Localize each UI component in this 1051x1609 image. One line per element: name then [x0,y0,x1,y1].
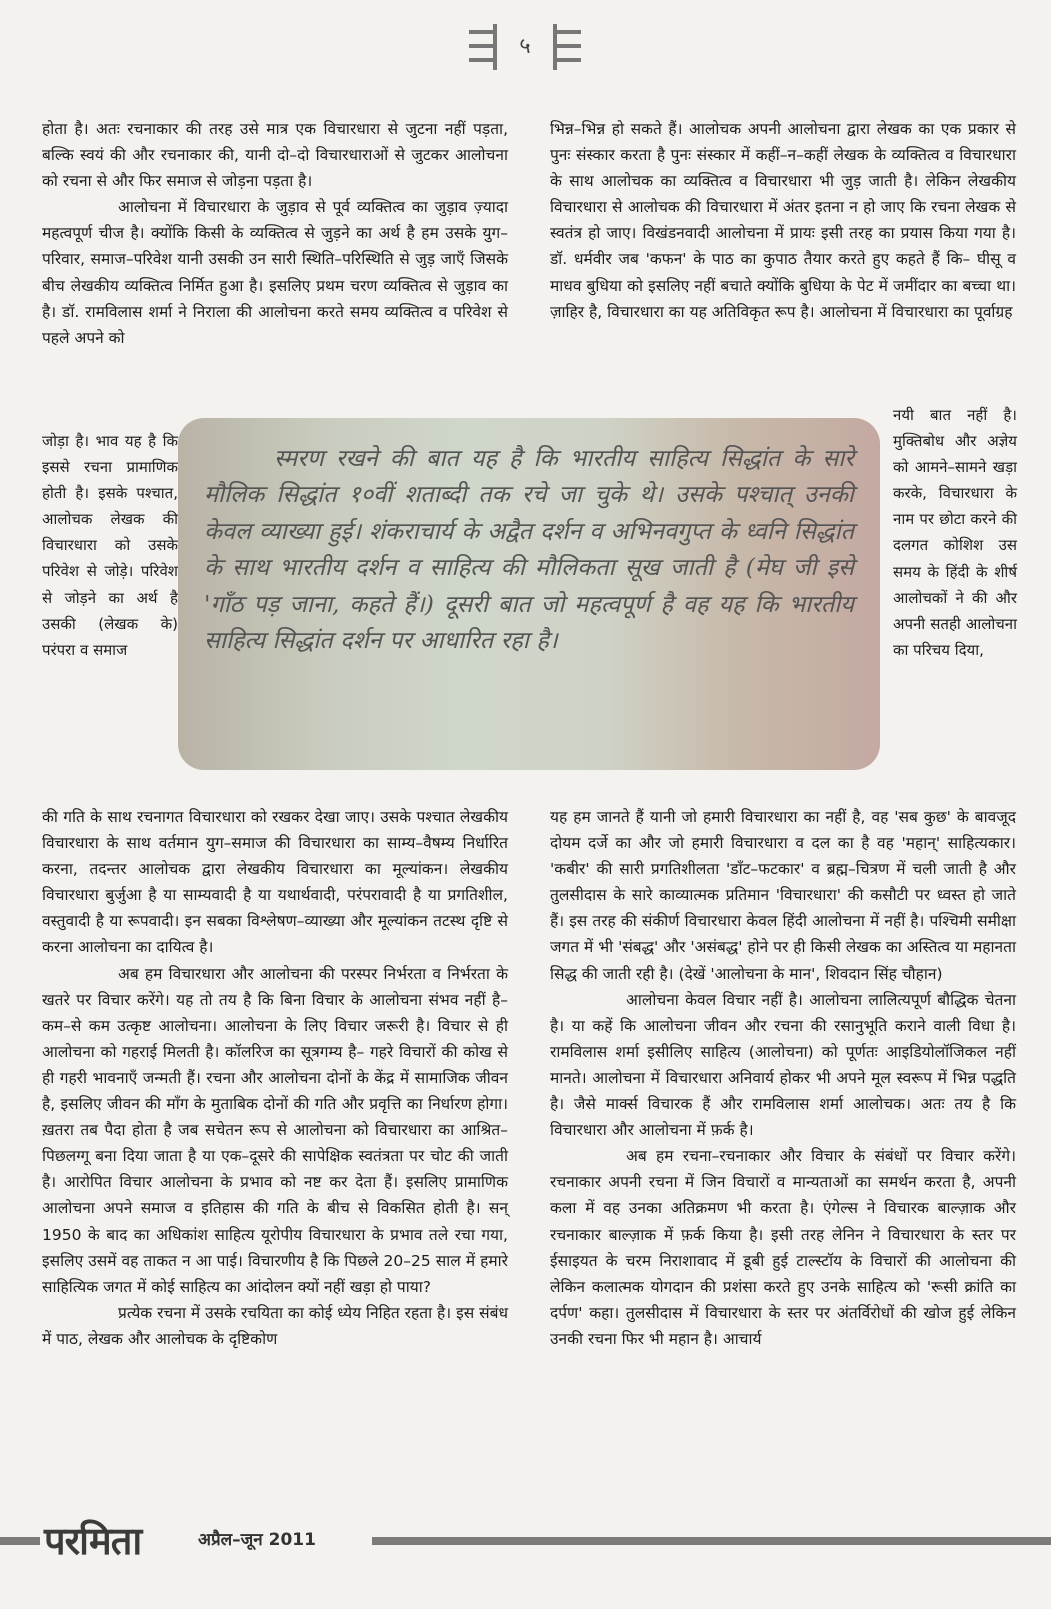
paragraph: अब हम विचारधारा और आलोचना की परस्पर निर्भरता व निर्भरता के खतरे पर विचार करेंगे। यह तो तय है कि बिना विचार के आलोचना संभव नहीं है– कम–से कम उत्कृष्ट आलोचना। आलोचना के लिए विचार जरूरी है। विचार से ही आलोचना को गहराई मिलती है। कॉलरिज का सूत्रगम्य है– गहरे विचारों की कोख से ही गहरी भावनाएँ जन्मती हैं। रचना और आलोचना दोनों के केंद्र में सामाजिक जीवन है, इसलिए जीवन की माँग के मुताबिक दोनों की गति और प्रवृत्ति का निर्धारण होगा। ख़तरा तब पैदा होता है जब सचेतन रूप से आलोचना को विचारधारा का आश्रित–पिछलग्गू बना दिया जाता है या एक–दूसरे की सापेक्षिक स्वतंत्रता पर चोट की जाती है। आरोपित विचार आलोचना के प्रभाव को नष्ट कर देता हैं। इसलिए प्रामाणिक आलोचना अपने समाज व इतिहास की गति के बीच से विकसित होती है। सन् 1950 के बाद का अधिकांश साहित्य यूरोपीय विचारधारा के प्रभाव तले रचा गया, इसलिए उसमें वह ताकत न आ पाई। विचारणीय है कि पिछले 20–25 साल में हमारे साहित्यिक जगत में कोई साहित्य का आंदोलन क्यों नहीं खड़ा हो पाया? [42,964,508,1296]
left-column-bottom [42,804,508,1352]
footer-rule-right [372,1537,1051,1545]
paragraph: की गति के साथ रचनागत विचारधारा को रखकर देखा जाए। उसके पश्चात लेखकीय विचारधारा के साथ वर्तमान युग–समाज की विचारधारा का साम्य–वैषम्य निर्धारित करना, तदन्तर आलोचक द्वारा लेखकीय विचारधारा का मूल्यांकन। लेखकीय विचारधारा बुर्जुआ है या साम्यवादी है या यथार्थवादी, परंपरावादी है या प्रगतिशील, वस्तुवादी है या रूपवादी। इन सबका विश्लेषण–व्याख्या और मूल्यांकन तटस्थ दृष्टि से करना आलोचना का दायित्व है। [42,808,508,957]
magazine-logo: परमिता [44,1518,142,1563]
paragraph: आलोचना में विचारधारा के जुड़ाव से पूर्व व्यक्तित्व का जुड़ाव ज़्यादा महत्वपूर्ण चीज है। क्योंकि किसी के व्यक्तित्व से जुड़ने का अर्थ है हम उसके युग–परिवार, समाज–परिवेश यानी उसकी उन सारी स्थिति–परिस्थिति से जुड़ जाएँ जिसके बीच लेखकीय व्यक्तित्व निर्मित हुआ है। इसलिए प्रथम चरण व्यक्तित्व से जुड़ाव का है। डॉ. रामविलास शर्मा ने निराला की आलोचना करते समय व्यक्तित्व व परिवेश से पहले अपने को [42,198,508,347]
paragraph: जोड़ा है। भाव यह है कि इससे रचना प्रामाणिक होती है। इसके पश्चात, आलोचक लेखक की विचारधारा को उसके परिवेश से जोड़े। परिवेश से जोड़ने का अर्थ है उसकी (लेखक के) परंपरा व समाज [42,432,178,659]
footer-rule-left [0,1537,40,1545]
page-number-ornament [465,22,585,72]
paragraph: होता है। अतः रचनाकार की तरह उसे मात्र एक विचारधारा से जुटना नहीं पड़ता, बल्कि स्वयं की और रचनाकार की, यानी दो–दो विचारधाराओं से जुटकर आलोचना को रचना से और फिर समाज से जोड़ना पड़ता है। [42,120,508,191]
page-number: ५ [519,34,531,59]
paragraph: यह हम जानते हैं यानी जो हमारी विचारधारा का नहीं है, वह 'सब कुछ' के बावजूद दोयम दर्जे का और जो हमारी विचारधारा व दल का है वह 'महान्' साहित्यकार। 'कबीर' की सारी प्रगतिशीलता 'डाँट–फटकार' व ब्रह्म–चित्रण में चली जाती है और तुलसीदास के सारे काव्यात्मक प्रतिमान 'विचारधारा' की कसौटी पर ध्वस्त हो जाते हैं। इस तरह की संकीर्ण विचारधारा केवल हिंदी आलोचना में नहीं है। पश्चिमी समीक्षा जगत में भी 'संबद्ध' और 'असंबद्ध' होने पर ही किसी लेखक का अस्तित्व या महानता सिद्ध की जाती रही है। (देखें 'आलोचना के मान', शिवदान सिंह चौहान) [550,808,1016,983]
paragraph: भिन्न–भिन्न हो सकते हैं। आलोचक अपनी आलोचना द्वारा लेखक का एक प्रकार से पुनः संस्कार करता है पुनः संस्कार में कहीं–न–कहीं लेखक के व्यक्तित्व व विचारधारा के साथ आलोचक का व्यक्तित्व व विचारधारा भी जुड़ जाती है। लेकिन लेखकीय विचारधारा से आलोचक की विचारधारा में अंतर इतना न हो जाए कि रचना लेखक से स्वतंत्र हो जाए। विखंडनवादी आलोचना में प्रायः इसी तरह का प्रयास किया गया है। डॉ. धर्मवीर जब 'कफन' के पाठ का कुपाठ तैयार करते हुए कहते हैं कि– घीसू व माधव बुधिया को इसलिए नहीं बचाते क्योंकि बुधिया के पेट में जमींदार का बच्चा था। ज़ाहिर है, विचारधारा का यह अतिविकृत रूप है। आलोचना में विचारधारा का पूर्वाग्रह [550,120,1016,321]
paragraph: अब हम रचना–रचनाकार और विचार के संबंधों पर विचार करेंगे। रचनाकार अपनी रचना में जिन विचारों व मान्यताओं का समर्थन करता है, अपनी कला में वह उनका अतिक्रमण भी करता है। एंगेल्स ने विचारक बाल्ज़ाक और रचनाकार बाल्ज़ाक में फ़र्क किया है। इसी तरह लेनिन ने विचारधारा के स्तर पर ईसाइयत के चरम निराशावाद में डूबी हुई टाल्स्टॉय के विचारों की आलोचना की लेकिन कलात्मक योगदान की प्रशंसा करते हुए उनके साहित्य को 'रूसी क्रांति का दर्पण' कहा। तुलसीदास में विचारधारा के स्तर पर अंतर्विरोधों की खोज हुई लेकिन उनकी रचना फिर भी महान है। आचार्य [550,1147,1016,1348]
paragraph: नयी बात नहीं है। मुक्तिबोध और अज्ञेय को आमने–सामने खड़ा करके, विचारधारा के नाम पर छोटा करने की दलगत कोशिश उस समय के हिंदी के शीर्ष आलोचकों ने की और अपनी सतही आलोचना का परिचय दिया, [893,406,1017,659]
left-column-top [42,116,508,351]
right-column-bottom [550,804,1016,1352]
right-column-top [550,116,1016,325]
pull-quote-text: स्मरण रखने की बात यह है कि भारतीय साहित्य सिद्धांत के सारे मौलिक सिद्धांत १०वीं शताब्दी तक रचे जा चुके थे। उसके पश्चात् उनकी केवल व्याख्या हुई। शंकराचार्य के अद्वैत दर्शन व अभिनवगुप्त के ध्वनि सिद्धांत के साथ भारतीय दर्शन व साहित्य की मौलिकता सूख जाती है (मेघ जी इसे 'गाँठ पड़ जाना, कहते हैं।) दूसरी बात जो महत्वपूर्ण है वह यह कि भारतीय साहित्य सिद्धांत दर्शन पर आधारित रहा है। [204,444,854,655]
issue-date: अप्रैल–जून 2011 [198,1530,316,1550]
right-narrow-column [893,402,1017,663]
paragraph: आलोचना केवल विचार नहीं है। आलोचना लालित्यपूर्ण बौद्धिक चेतना है। या कहें कि आलोचना जीवन और रचना की रसानुभूति कराने वाली विधा है। रामविलास शर्मा इसीलिए साहित्य (आलोचना) को पूर्णतः आइडियोलॉजिकल नहीं मानते। आलोचना में विचारधारा अनिवार्य होकर भी अपने मूल स्वरूप में भिन्न पद्धति है। जैसे मार्क्स विचारक हैं और रामविलास शर्मा आलोचक। अतः तय है कि विचारधारा और आलोचना में फ़र्क है। [550,990,1016,1140]
left-narrow-column [42,428,178,663]
paragraph: प्रत्येक रचना में उसके रचयिता का कोई ध्येय निहित रहता है। इस संबंध में पाठ, लेखक और आलोचक के दृष्टिकोण [42,1303,508,1348]
pull-quote-box [178,418,880,770]
